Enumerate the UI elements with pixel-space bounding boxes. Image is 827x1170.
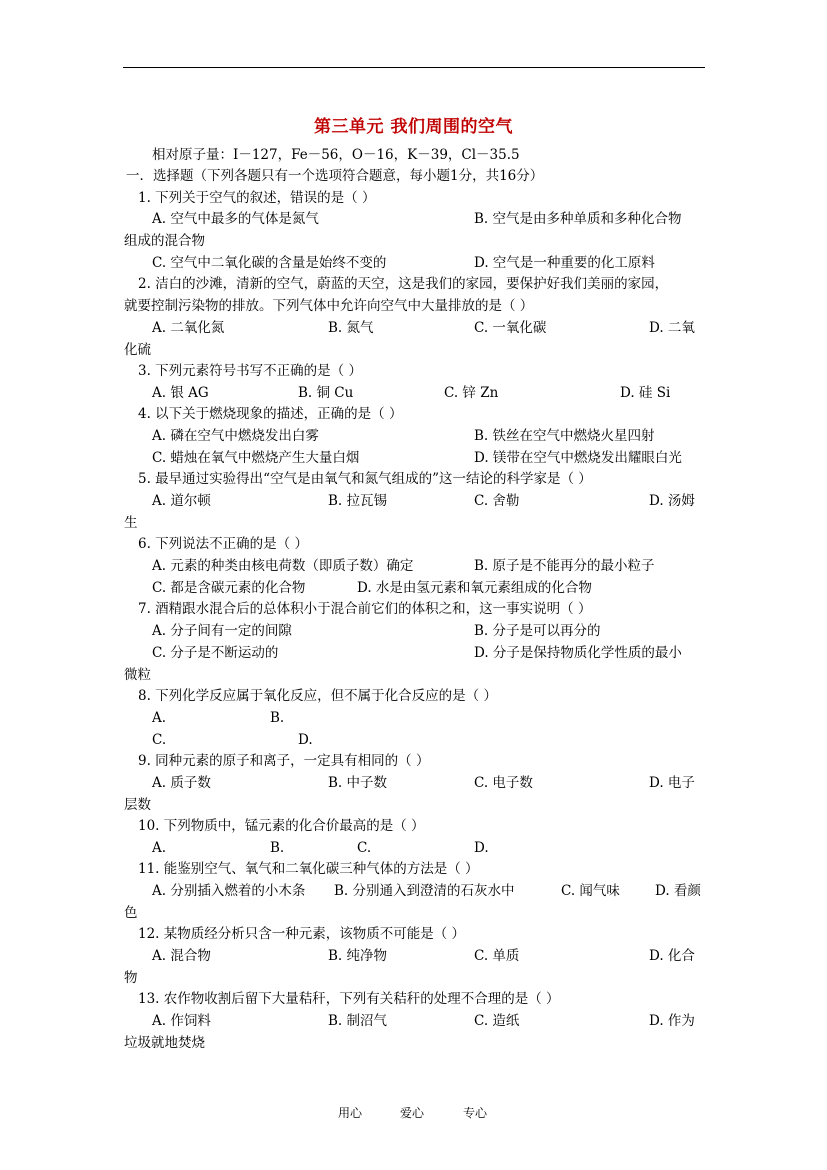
section-heading: 一．选择题（下列各题只有一个选项符合题意，每小题1分，共16分）	[126, 168, 544, 184]
option: D. 空气是一种重要的化工原料	[474, 255, 655, 271]
option: D. 化合	[649, 948, 695, 964]
option-continued: 生	[124, 515, 138, 531]
option: A. 质子数	[152, 775, 211, 791]
option: A. 分别插入燃着的小木条	[152, 883, 306, 899]
option: A.	[152, 710, 167, 726]
question-stem: 5. 最早通过实验得出“空气是由氧气和氮气组成的”这一结论的科学家是（ ）	[138, 471, 592, 487]
option: A.	[152, 840, 167, 856]
option: B. 原子是不能再分的最小粒子	[474, 558, 655, 574]
option: D. 二氧	[649, 320, 695, 336]
option: D. 看颜	[655, 883, 701, 899]
option: B. 制沼气	[328, 1013, 388, 1029]
question-stem: 11. 能鉴别空气、氧气和二氧化碳三种气体的方法是（ ）	[138, 861, 479, 877]
option: D. 硅 Si	[620, 385, 671, 401]
footer-left: 用心	[338, 1106, 363, 1120]
option: C.	[152, 732, 167, 748]
question-stem: 7. 酒精跟水混合后的总体积小于混合前它们的体积之和，这一事实说明（ ）	[138, 601, 592, 617]
option: D. 分子是保持物质化学性质的最小	[474, 645, 682, 661]
option-continued: 层数	[124, 797, 151, 813]
option: C. 舍勒	[474, 493, 520, 509]
option-continued: 组成的混合物	[124, 233, 205, 249]
footer-middle: 爱心	[400, 1106, 425, 1120]
option: B. 铜 Cu	[298, 385, 354, 401]
option-continued: 色	[124, 905, 138, 921]
option: A. 银 AG	[152, 385, 209, 401]
option: D. 镁带在空气中燃烧发出耀眼白光	[474, 450, 682, 466]
page-title: 第三单元 我们周围的空气	[314, 117, 513, 137]
atomic-masses: 相对原子量：I－127，Fe－56，O－16，K－39，Cl－35.5	[152, 147, 520, 163]
option: C. 造纸	[474, 1013, 520, 1029]
option: C. 分子是不断运动的	[152, 645, 279, 661]
option: C. 蜡烛在氧气中燃烧产生大量白烟	[152, 450, 360, 466]
question-stem: 6. 下列说法不正确的是（ ）	[138, 536, 308, 552]
option: C. 锌 Zn	[444, 385, 499, 401]
option: A. 混合物	[152, 948, 211, 964]
question-stem-continued: 就要控制污染物的排放。下列气体中允许向空气中大量排放的是（ ）	[124, 298, 534, 314]
option: D. 作为	[649, 1013, 695, 1029]
option: A. 分子间有一定的间隙	[152, 623, 292, 639]
question-stem: 4. 以下关于燃烧现象的描述，正确的是（ ）	[138, 406, 403, 422]
option: A. 元素的种类由核电荷数（即质子数）确定	[152, 558, 414, 574]
header-rule	[123, 67, 705, 68]
option: C. 单质	[474, 948, 520, 964]
option: D. 汤姆	[649, 493, 695, 509]
option: D. 电子	[649, 775, 695, 791]
option: A. 二氧化氮	[152, 320, 225, 336]
option: A. 道尔顿	[152, 493, 211, 509]
option: C. 空气中二氧化碳的含量是始终不变的	[152, 255, 387, 271]
option: A. 磷在空气中燃烧发出白雾	[152, 428, 319, 444]
question-stem: 12. 某物质经分析只含一种元素，该物质不可能是（ ）	[138, 926, 466, 942]
option: A. 空气中最多的气体是氮气	[152, 211, 319, 227]
option: B. 铁丝在空气中燃烧火星四射	[474, 428, 655, 444]
question-stem: 1. 下列关于空气的叙述，错误的是（ ）	[138, 190, 376, 206]
option: B. 拉瓦锡	[328, 493, 388, 509]
option: B. 中子数	[328, 775, 388, 791]
footer-right: 专心	[463, 1106, 488, 1120]
option: A. 作饲料	[152, 1013, 211, 1029]
option: B. 空气是由多种单质和多种化合物	[474, 211, 682, 227]
option: B.	[270, 710, 285, 726]
option: B. 分别通入到澄清的石灰水中	[334, 883, 515, 899]
option: D.	[298, 732, 313, 748]
option: C. 闻气味	[561, 883, 620, 899]
option: D. 水是由氢元素和氧元素组成的化合物	[357, 580, 592, 596]
option-continued: 物	[124, 970, 138, 986]
question-stem: 3. 下列元素符号书写不正确的是（ ）	[138, 363, 362, 379]
option: B. 氮气	[328, 320, 374, 336]
option: B.	[270, 840, 285, 856]
option: D.	[474, 840, 489, 856]
option: B. 分子是可以再分的	[474, 623, 601, 639]
option: B. 纯净物	[328, 948, 388, 964]
question-stem: 9. 同种元素的原子和离子，一定具有相同的（ ）	[138, 753, 430, 769]
option: C. 一氧化碳	[474, 320, 547, 336]
option: C.	[357, 840, 372, 856]
option-continued: 微粒	[124, 667, 151, 683]
question-stem: 10. 下列物质中，锰元素的化合价最高的是（ ）	[138, 818, 425, 834]
option: C. 都是含碳元素的化合物	[152, 580, 306, 596]
question-stem: 13. 农作物收割后留下大量秸秆，下列有关秸秆的处理不合理的是（ ）	[138, 991, 560, 1007]
question-stem: 2. 洁白的沙滩，清新的空气，蔚蓝的天空，这是我们的家园，要保护好我们美丽的家园，	[138, 276, 669, 292]
question-stem: 8. 下列化学反应属于氧化反应，但不属于化合反应的是（ ）	[138, 688, 497, 704]
option-continued: 垃圾就地焚烧	[124, 1035, 205, 1051]
option-continued: 化硫	[124, 342, 151, 358]
option: C. 电子数	[474, 775, 533, 791]
